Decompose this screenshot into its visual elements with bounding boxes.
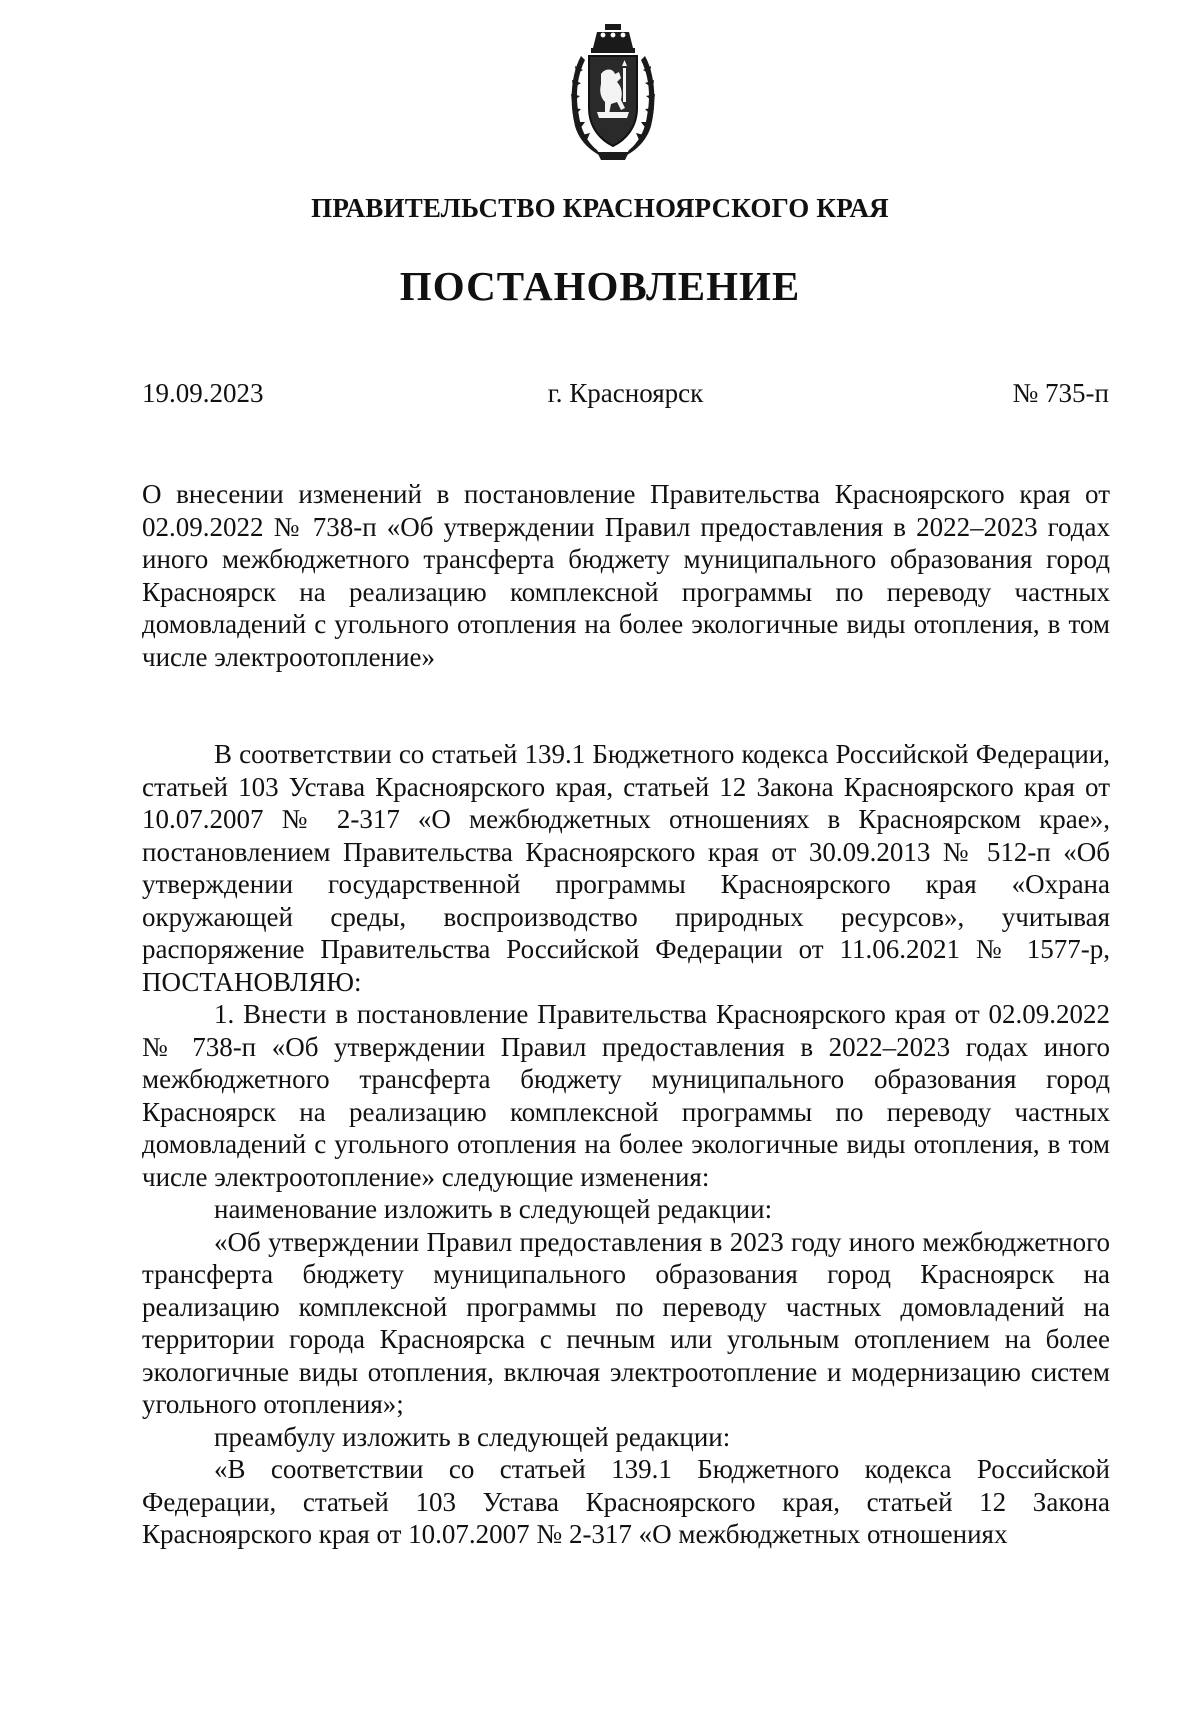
document-subject: О внесении изменений в постановление Правительства Красноярского края от 02.09.2022 № 738-п «Об утверждении Правил предоставления в 2022–2023 годах иного межбюджетного трансферта бюджету муниципального образования город Красноярск на реализацию комплексной программы по переводу частных домовладений с угольного отопления на более экологичные виды отопления, в том числе электроотопление» — [142, 479, 1110, 672]
document-type-title: ПОСТАНОВЛЕНИЕ — [399, 263, 801, 309]
body-paragraph-preamble: В соответствии со статьей 139.1 Бюджетного кодекса Российской Федерации, статьей 103 Устава Красноярского края, статьей 12 Закона Красноярского края от 10.07.2007 № 2-317 «О межбюджетных отношениях в Красноярском крае», постановлением Правительства Красноярского края от 30.09.2013 № 512-п «Об утверждении государственной программы Красноярского края «Охрана окружающей среды, воспроизводство природных ресурсов», учитывая распоряжение Правительства Российской Федерации от 11.06.2021 № 1577-р, ПОСТАНОВЛЯЮ: — [142, 739, 1110, 997]
document-body — [142, 738, 1110, 1551]
document-meta-row — [142, 378, 1109, 414]
body-paragraph-preamble-change: преамбулу изложить в следующей редакции: — [214, 1421, 731, 1452]
coat-of-arms-icon — [567, 22, 659, 162]
body-paragraph-title-change: наименование изложить в следующей редакции: — [214, 1194, 773, 1224]
body-paragraph-new-preamble: «В соответствии со статьей 139.1 Бюджетного кодекса Российской Федерации, статьей 103 Устава Красноярского края, статьей 12 Закона Красноярского края от 10.07.2007 № 2-317 «О межбюджетных отношениях — [142, 1454, 1110, 1549]
organization-title: ПРАВИТЕЛЬСТВО КРАСНОЯРСКОГО КРАЯ — [311, 193, 889, 223]
document-subject-block — [142, 478, 1110, 673]
document-city: г. Красноярск — [547, 378, 704, 408]
document-date: 19.09.2023 — [142, 378, 264, 408]
body-paragraph-item-1: 1. Внести в постановление Правительства Красноярского края от 02.09.2022 № 738-п «Об утверждении Правил предоставления в 2022–2023 годах иного межбюджетного трансферта бюджету муниципального образования город Красноярск на реализацию комплексной программы по переводу частных домовладений с угольного отопления на более экологичные виды отопления, в том числе электроотопление» следующие изменения: — [142, 999, 1110, 1192]
document-number: № 735-п — [1012, 378, 1109, 408]
body-paragraph-new-title: «Об утверждении Правил предоставления в 2023 году иного межбюджетного трансферта бюджету муниципального образования город Красноярск на реализацию комплексной программы по переводу частных домовладений на территории города Красноярска с печным или угольным отоплением на более экологичные виды отопления, включая электроотопление и модернизацию систем угольного отопления»; — [142, 1226, 1110, 1419]
